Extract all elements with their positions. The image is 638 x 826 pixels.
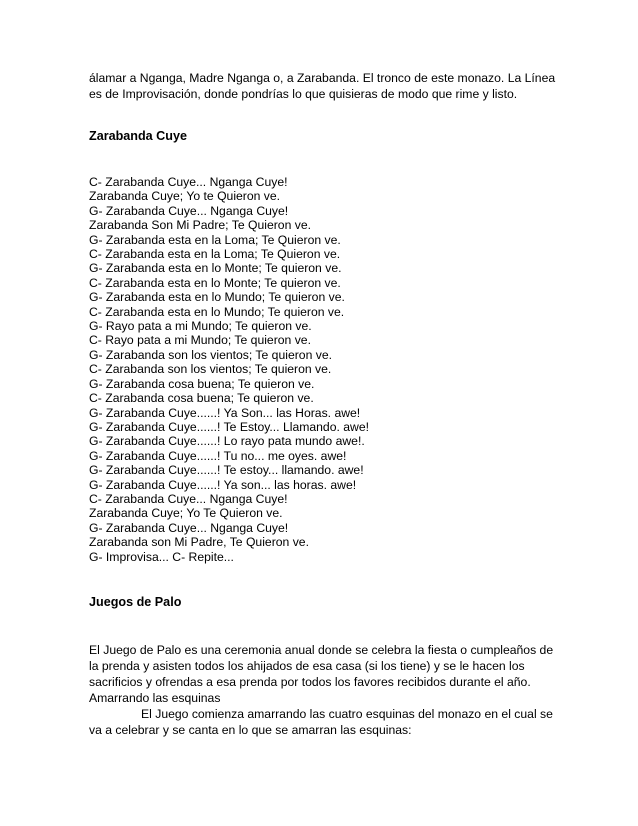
juegos-paragraph: El Juego de Palo es una ceremonia anual donde se celebra la fiesta o cumpleaños de la prenda y asisten todos los ahijados de esa casa (si los tiene) y se le hacen los sacrificios y ofrendas a esa prenda por todos los favores recibidos durante el año. xyxy=(89,642,554,689)
lyric-line: Zarabanda Son Mi Padre; Te Quieron ve. xyxy=(89,218,311,233)
lyric-line: C- Zarabanda son los vientos; Te quieron ve. xyxy=(89,362,332,377)
lyric-line: G- Zarabanda esta en la Loma; Te Quieron ve. xyxy=(89,232,341,247)
lyric-line: G- Zarabanda son los vientos; Te quieron ve. xyxy=(89,347,332,362)
lyric-line: G- Zarabanda Cuye......! Te Estoy... Llamando. awe! xyxy=(89,419,370,434)
lyric-line: G- Zarabanda esta en lo Monte; Te quieron ve. xyxy=(89,261,342,276)
spacer xyxy=(89,564,559,594)
section-heading-zarabanda-cuye: Zarabanda Cuye xyxy=(89,129,187,143)
lyric-line: G- Rayo pata a mi Mundo; Te quieron ve. xyxy=(89,319,312,334)
lyric-line: G- Zarabanda Cuye... Nganga Cuye! xyxy=(89,520,289,535)
lyric-line: C- Zarabanda Cuye... Nganga Cuye! xyxy=(89,491,288,506)
amarrando-text: El Juego comienza amarrando las cuatro esquinas del monazo en el cual se va a celebrar y se canta en lo que se amarran las esquinas: xyxy=(89,706,553,737)
lyric-line: Zarabanda son Mi Padre, Te Quieron ve. xyxy=(89,535,309,550)
lyric-line: Zarabanda Cuye; Yo te Quieron ve. xyxy=(89,189,281,204)
amarrando-paragraph xyxy=(89,706,559,738)
spacer xyxy=(89,144,559,175)
lyric-line: G- Zarabanda esta en lo Mundo; Te quieron ve. xyxy=(89,290,345,305)
lyric-line: G- Zarabanda Cuye......! Tu no... me oyes. awe! xyxy=(89,448,347,463)
lyric-line: G- Improvisa... C- Repite... xyxy=(89,549,234,564)
intro-paragraph: álamar a Nganga, Madre Nganga o, a Zarabanda. El tronco de este monazo. La Línea es de Improvisación, donde pondrías lo que quisieras de modo que rime y listo. xyxy=(89,71,556,101)
lyric-line: C- Zarabanda esta en lo Mundo; Te quieron ve. xyxy=(89,304,345,319)
lyric-line: G- Zarabanda Cuye......! Te estoy... llamando. awe! xyxy=(89,463,364,478)
lyric-line: C- Zarabanda esta en lo Monte; Te quieron ve. xyxy=(89,275,341,290)
lyric-line: G- Zarabanda Cuye......! Ya son... las horas. awe! xyxy=(89,477,357,492)
subheading-amarrando: Amarrando las esquinas xyxy=(89,690,221,705)
lyric-line: G- Zarabanda Cuye......! Ya Son... las Horas. awe! xyxy=(89,405,361,420)
lyric-line: C- Rayo pata a mi Mundo; Te quieron ve. xyxy=(89,333,311,348)
spacer xyxy=(89,610,559,642)
lyric-line: G- Zarabanda Cuye... Nganga Cuye! xyxy=(89,203,289,218)
lyric-line: C- Zarabanda esta en la Loma; Te Quieron ve. xyxy=(89,247,341,262)
song-lyrics xyxy=(89,175,559,564)
lyric-line: G- Zarabanda cosa buena; Te quieron ve. xyxy=(89,376,315,391)
lyric-line: Zarabanda Cuye; Yo Te Quieron ve. xyxy=(89,506,283,521)
lyric-line: C- Zarabanda cosa buena; Te quieron ve. xyxy=(89,391,314,406)
spacer xyxy=(89,102,559,128)
section-heading-juegos-de-palo: Juegos de Palo xyxy=(89,594,182,609)
document-page xyxy=(89,70,559,738)
lyric-line: C- Zarabanda Cuye... Nganga Cuye! xyxy=(89,175,288,189)
lyric-line: G- Zarabanda Cuye......! Lo rayo pata mundo awe!. xyxy=(89,434,365,449)
